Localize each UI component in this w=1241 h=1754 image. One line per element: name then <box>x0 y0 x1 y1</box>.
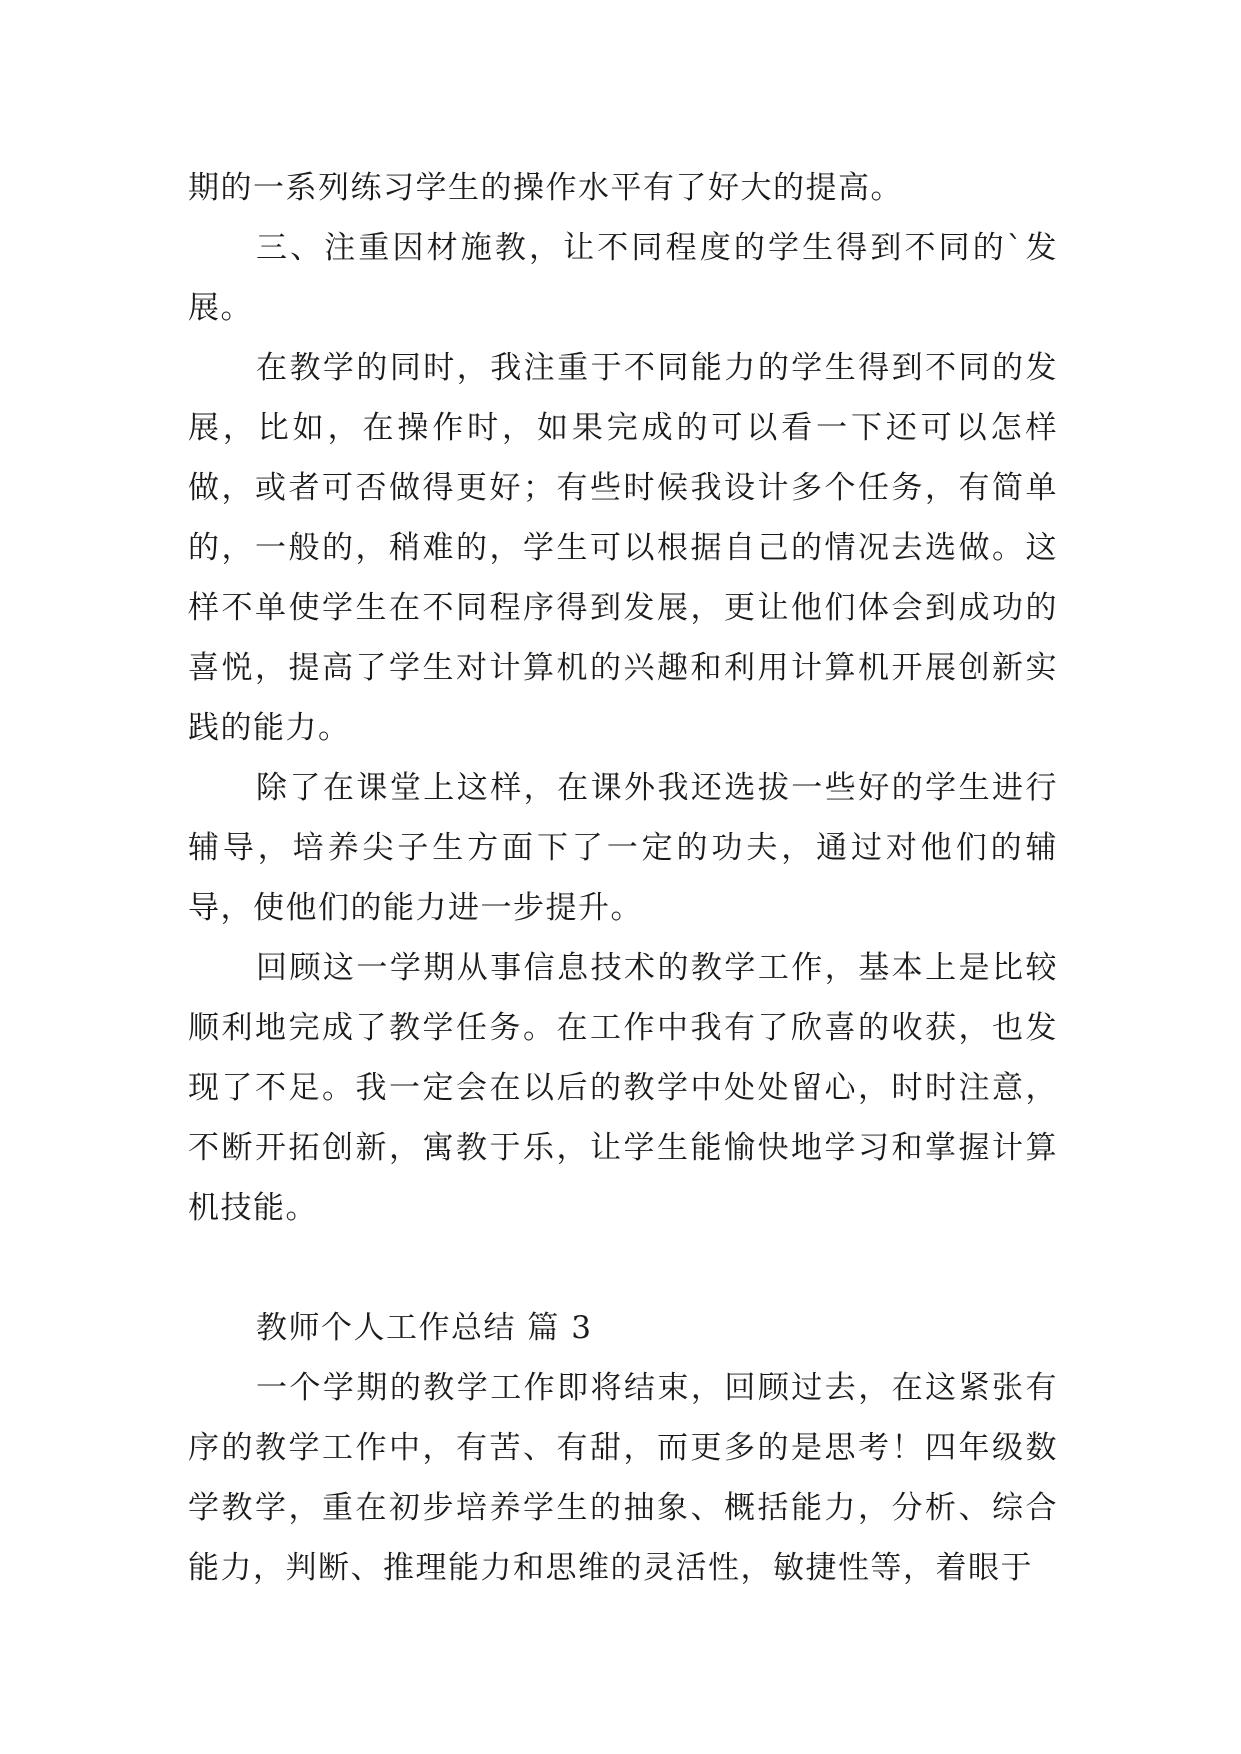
paragraph-extracurricular: 除了在课堂上这样，在课外我还选拔一些好的学生进行辅导，培养尖子生方面下了一定的功夫，通过对他们的辅导，使他们的能力进一步提升。 <box>188 770 1058 926</box>
paragraph-differentiated-teaching: 在教学的同时，我注重于不同能力的学生得到不同的发展，比如，在操作时，如果完成的可以看一下还可以怎样做，或者可否做得更好；有些时候我设计多个任务，有简单的，一般的，稍难的，学生可以根据自己的情况去选做。这样不单使学生在不同程序得到发展，更让他们体会到成功的喜悦，提高了学生对计算机的兴趣和利用计算机开展创新实践的能力。 <box>188 350 1058 746</box>
paragraph-section-intro: 一个学期的教学工作即将结束，回顾过去，在这紧张有序的教学工作中，有苦、有甜，而更多的是思考！四年级数学教学，重在初步培养学生的抽象、概括能力，分析、综合能力，判断、推理能力和思维的灵活性，敏捷性等，着眼于 <box>188 1370 1058 1586</box>
paragraph-point-three: 三、注重因材施教，让不同程度的学生得到不同的`发展。 <box>188 230 1058 326</box>
section-spacer <box>188 1238 1058 1298</box>
section-heading: 教师个人工作总结 篇 3 <box>256 1310 593 1346</box>
document-body <box>188 158 1058 1598</box>
paragraph-review: 回顾这一学期从事信息技术的教学工作，基本上是比较顺利地完成了教学任务。在工作中我有了欣喜的收获，也发现了不足。我一定会在以后的教学中处处留心，时时注意，不断开拓创新，寓教于乐，让学生能愉快地学习和掌握计算机技能。 <box>188 950 1058 1226</box>
paragraph-continuation: 期的一系列练习学生的操作水平有了好大的提高。 <box>188 170 903 206</box>
